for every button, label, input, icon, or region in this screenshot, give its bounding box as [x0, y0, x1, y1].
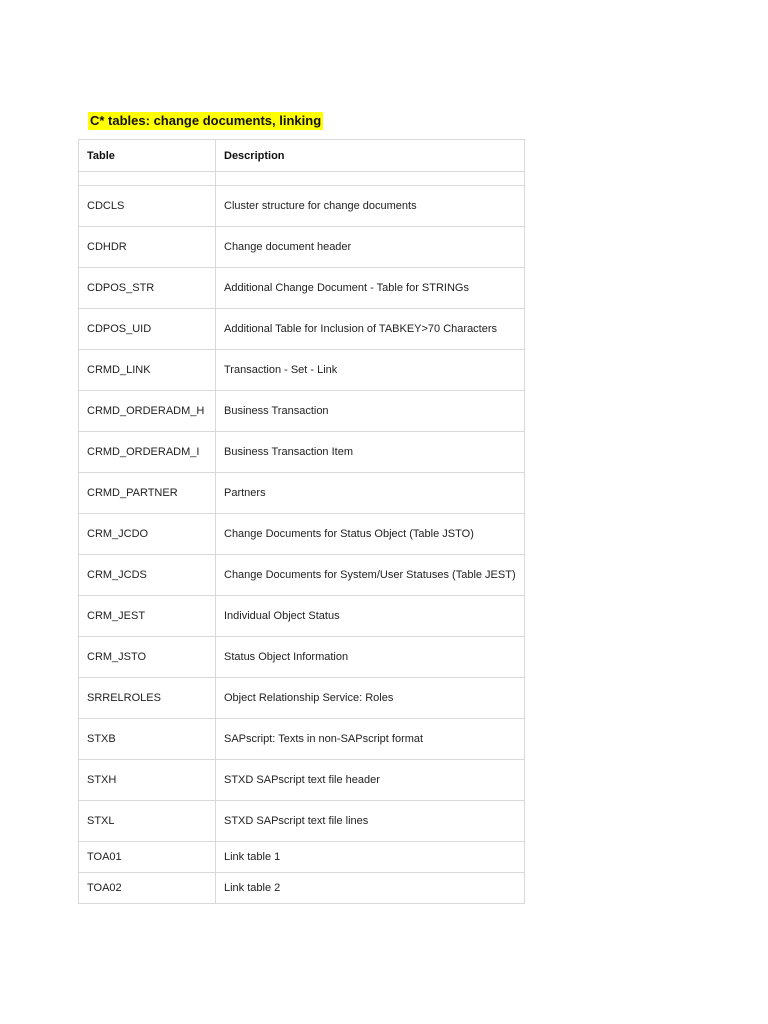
table-description-cell: Change Documents for System/User Statuses (Table JEST) [216, 555, 525, 596]
tables-list [78, 139, 525, 904]
table-name-cell: STXB [79, 719, 216, 760]
table-row [79, 873, 525, 904]
table-name-cell: TOA02 [79, 873, 216, 904]
table-description-cell: Individual Object Status [216, 596, 525, 637]
table-name-cell: CRM_JCDS [79, 555, 216, 596]
table-name-cell: CDPOS_UID [79, 309, 216, 350]
table-description-cell: Change document header [216, 227, 525, 268]
table-description-cell: Partners [216, 473, 525, 514]
column-header-table: Table [79, 140, 216, 172]
table-name-cell: TOA01 [79, 842, 216, 873]
table-header-row [79, 140, 525, 172]
table-description-cell: STXD SAPscript text file lines [216, 801, 525, 842]
table-row [79, 172, 525, 186]
table-row [79, 268, 525, 309]
table-name-cell: CDCLS [79, 186, 216, 227]
table-row [79, 719, 525, 760]
table-description-cell: SAPscript: Texts in non-SAPscript format [216, 719, 525, 760]
table-name-cell: STXH [79, 760, 216, 801]
table-row [79, 391, 525, 432]
table-row [79, 473, 525, 514]
table-row [79, 801, 525, 842]
table-name-cell: CRMD_ORDERADM_H [79, 391, 216, 432]
table-description-cell: Additional Change Document - Table for STRINGs [216, 268, 525, 309]
table-description-cell: Link table 2 [216, 873, 525, 904]
table-name-cell: SRRELROLES [79, 678, 216, 719]
table-description-cell: Transaction - Set - Link [216, 350, 525, 391]
table-description-cell: Object Relationship Service: Roles [216, 678, 525, 719]
table-row [79, 637, 525, 678]
table-description-cell: Status Object Information [216, 637, 525, 678]
section-heading: C* tables: change documents, linking [90, 113, 322, 128]
table-name-cell: CDHDR [79, 227, 216, 268]
table-description-cell: Business Transaction Item [216, 432, 525, 473]
table-description-cell [216, 172, 525, 186]
table-row [79, 678, 525, 719]
table-name-cell: CRM_JCDO [79, 514, 216, 555]
table-row [79, 842, 525, 873]
table-description-cell: Additional Table for Inclusion of TABKEY>70 Characters [216, 309, 525, 350]
table-row [79, 227, 525, 268]
table-name-cell: CDPOS_STR [79, 268, 216, 309]
table-row [79, 596, 525, 637]
column-header-description: Description [216, 140, 525, 172]
table-name-cell: CRM_JEST [79, 596, 216, 637]
table-name-cell [79, 172, 216, 186]
table-row [79, 309, 525, 350]
table-description-cell: STXD SAPscript text file header [216, 760, 525, 801]
table-name-cell: CRMD_PARTNER [79, 473, 216, 514]
table-name-cell: STXL [79, 801, 216, 842]
table-row [79, 760, 525, 801]
table-row [79, 514, 525, 555]
table-row [79, 432, 525, 473]
table-description-cell: Cluster structure for change documents [216, 186, 525, 227]
table-description-cell: Change Documents for Status Object (Table JSTO) [216, 514, 525, 555]
table-row [79, 186, 525, 227]
table-row [79, 350, 525, 391]
table-name-cell: CRM_JSTO [79, 637, 216, 678]
table-row [79, 555, 525, 596]
table-name-cell: CRMD_LINK [79, 350, 216, 391]
table-name-cell: CRMD_ORDERADM_I [79, 432, 216, 473]
table-description-cell: Business Transaction [216, 391, 525, 432]
table-description-cell: Link table 1 [216, 842, 525, 873]
